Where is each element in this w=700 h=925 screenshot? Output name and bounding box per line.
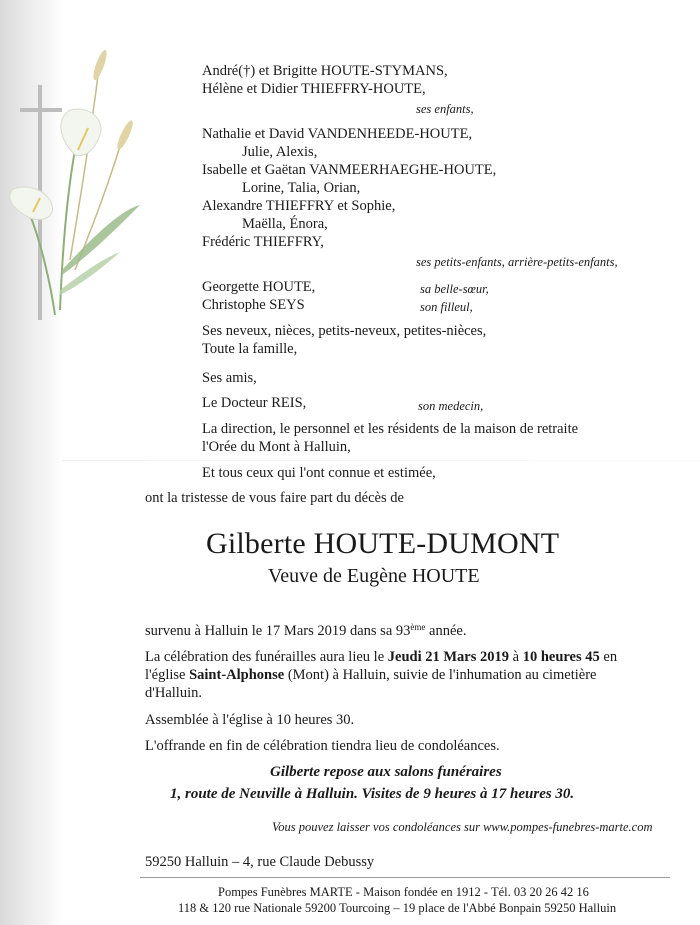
family-line-6: Lorine, Talia, Orian, [242,180,361,196]
family-line-16: La direction, le personnel et les résidents de la maison de retraite [202,421,579,437]
assembly-time: Assemblée à l'église à 10 heures 30. [145,712,355,728]
family-line-15: Le Docteur REIS, [202,395,307,411]
family-line-3: Nathalie et David VANDENHEEDE-HOUTE, [202,126,473,142]
role-godson: son filleul, [420,300,473,314]
funeral-line-3: d'Halluin. [145,685,202,701]
family-line-10: Georgette HOUTE, [202,279,316,295]
condolences-website: Vous pouvez laisser vos condoléances sur www.pompes-funebres-marte.com [272,820,653,834]
family-line-9: Frédéric THIEFFRY, [202,234,324,250]
announcement-text: ont la tristesse de vous faire part du décès de [145,490,404,506]
family-line-18: Et tous ceux qui l'ont connue et estimée, [202,465,436,481]
rest-line-1: Gilberte repose aux salons funéraires [270,764,502,780]
family-line-8: Maëlla, Énora, [242,216,328,232]
funeral-line-1: La célébration des funérailles aura lieu le Jeudi 21 Mars 2019 à 10 heures 45 en [145,649,618,665]
rest-line-2: 1, route de Neuville à Halluin. Visites de 9 heures à 17 heures 30. [170,786,575,802]
family-line-17: l'Orée du Mont à Halluin, [202,439,351,455]
family-line-7: Alexandre THIEFFRY et Sophie, [202,198,396,214]
family-line-12: Ses neveux, nièces, petits-neveux, petites-nièces, [202,323,487,339]
family-line-2: Hélène et Didier THIEFFRY-HOUTE, [202,81,426,97]
deceased-name: Gilberte HOUTE-DUMONT [206,527,560,560]
family-line-5: Isabelle et Gaëtan VANMEERHAEGHE-HOUTE, [202,162,497,178]
death-details: survenu à Halluin le 17 Mars 2019 dans sa 93ème année. [145,622,467,639]
cross-and-lilies-illustration [0,40,150,340]
role-grandchildren: ses petits-enfants, arrière-petits-enfants, [416,255,618,269]
address-line: 59250 Halluin – 4, rue Claude Debussy [145,854,375,870]
family-line-11: Christophe SEYS [202,297,305,313]
offering-note: L'offrande en fin de célébration tiendra lieu de condoléances. [145,738,500,754]
paper-fold-line [62,460,700,461]
role-doctor: son medecin, [418,399,484,413]
role-sister-in-law: sa belle-sœur, [420,282,489,296]
footer-line-2: 118 & 120 rue Nationale 59200 Tourcoing – 19 place de l'Abbé Bonpain 59250 Halluin [178,901,617,915]
footer-divider [140,877,670,878]
family-line-4: Julie, Alexis, [242,144,318,160]
role-children: ses enfants, [416,102,474,116]
deceased-subtitle: Veuve de Eugène HOUTE [268,565,480,587]
funeral-line-2: l'église Saint-Alphonse (Mont) à Halluin, suivie de l'inhumation au cimetière [145,667,597,683]
family-line-13: Toute la famille, [202,341,298,357]
family-line-1: André(†) et Brigitte HOUTE-STYMANS, [202,63,448,79]
footer-line-1: Pompes Funèbres MARTE - Maison fondée en 1912 - Tél. 03 20 26 42 16 [218,885,589,899]
family-line-14: Ses amis, [202,370,257,386]
